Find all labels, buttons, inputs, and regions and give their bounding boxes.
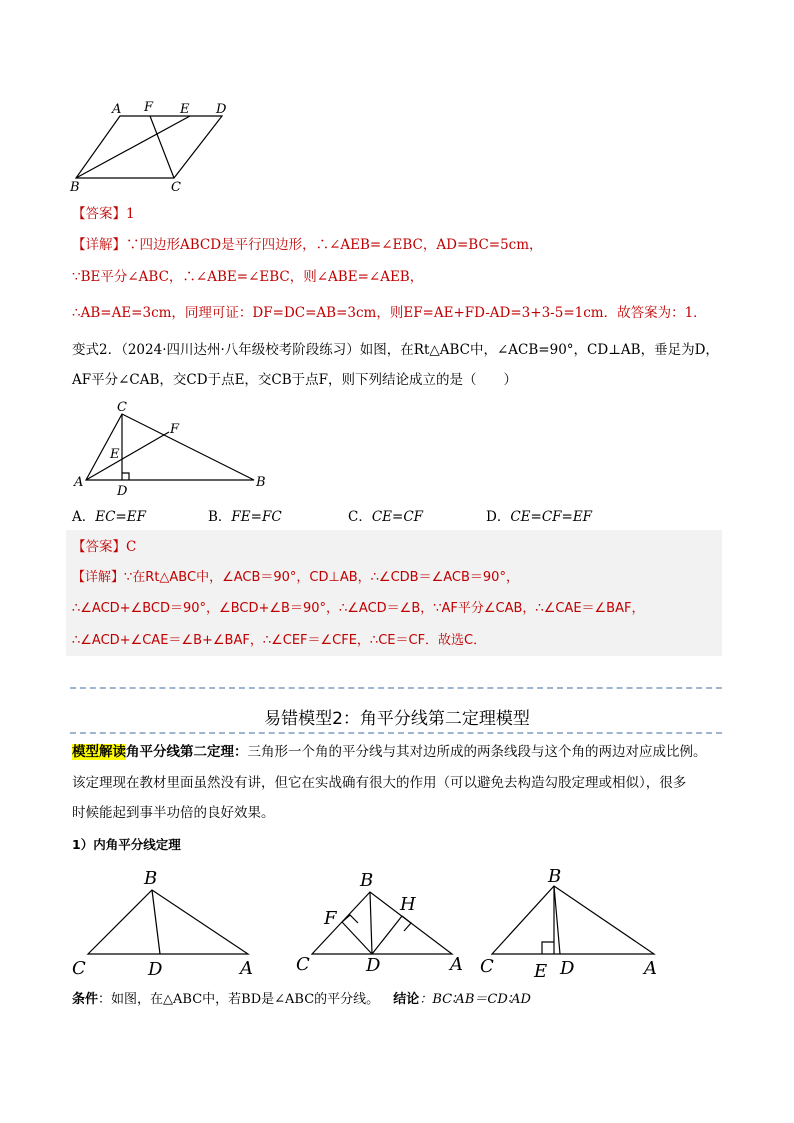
- middle-label-b: B: [360, 870, 374, 891]
- middle-label-c: C: [296, 954, 310, 975]
- answer-tag: 【答案】: [72, 539, 126, 555]
- label-c: C: [171, 180, 181, 194]
- answer-value: 1: [126, 206, 135, 222]
- label-d: D: [216, 102, 227, 117]
- middle-label-a: A: [450, 954, 463, 975]
- label-b: B: [256, 475, 266, 490]
- label-e: E: [180, 102, 190, 117]
- answer-tag: 【答案】: [72, 206, 126, 222]
- model-line-3: 时候能起到事半功倍的良好效果。: [72, 805, 275, 821]
- subheading: 1）内角平分线定理: [72, 837, 181, 852]
- variant-2-line-2: AF平分∠CAB，交CD于点E，交CB于点F，则下列结论成立的是（ ）: [72, 372, 518, 388]
- answer-2: [72, 537, 136, 557]
- right-triangle-figure: [66, 396, 276, 498]
- answer-value: C: [126, 539, 137, 555]
- right-label-e: E: [534, 961, 548, 982]
- conclusion-label: 结论: [393, 992, 420, 1007]
- label-d: D: [117, 484, 128, 498]
- detail-2-line-1: 【详解】∵在Rt△ABC中，∠ACB＝90°，CD⊥AB，∴∠CDB＝∠ACB＝90°，: [72, 570, 519, 585]
- detail-1-line-2: ∵BE平分∠ABC，∴∠ABE=∠EBC，则∠ABE=∠AEB，: [72, 269, 424, 285]
- right-label-a: A: [644, 958, 657, 979]
- label-f: F: [170, 422, 180, 437]
- label-b: B: [70, 180, 80, 194]
- label-e: E: [110, 447, 120, 462]
- detail-2-line-2: ∴∠ACD+∠BCD＝90°，∠BCD+∠B＝90°，∴∠ACD＝∠B，∵AF平分∠CAB，∴∠CAE＝∠BAF，: [72, 601, 645, 616]
- label-c: C: [117, 400, 127, 415]
- left-label-d: D: [148, 959, 163, 980]
- option-d: D．CE=CF=EF: [486, 509, 593, 525]
- option-c: C．CE=CF: [348, 509, 424, 525]
- label-a: A: [74, 475, 84, 490]
- right-label-b: B: [548, 866, 562, 887]
- label-f: F: [144, 100, 154, 115]
- detail-2-line-3: ∴∠ACD+∠CAE＝∠B+∠BAF，∴∠CEF＝∠CFE，∴CE＝CF．故选C．: [72, 633, 487, 648]
- middle-label-h: H: [400, 894, 416, 915]
- detail-1-line-1: 【详解】∵四边形ABCD是平行四边形，∴∠AEB=∠EBC，AD=BC=5cm，: [72, 237, 543, 253]
- model-line-1: 模型解读角平分线第二定理：三角形一个角的平分线与其对边所成的两条线段与这个角的两边对应成比例。: [72, 744, 707, 760]
- condition-line: 条件：如图，在△ABC中，若BD是∠ABC的平分线。 结论：BC∶AB＝CD∶AD: [72, 992, 531, 1007]
- label-a: A: [112, 102, 122, 117]
- middle-label-d: D: [366, 955, 381, 976]
- left-label-a: A: [240, 958, 253, 979]
- right-label-d: D: [560, 958, 575, 979]
- condition-label: 条件: [72, 992, 99, 1007]
- option-a: A．EC=EF: [72, 509, 146, 525]
- model-tag: 模型解读: [72, 744, 126, 760]
- section-divider-bottom: [70, 732, 722, 734]
- parallelogram-figure: [66, 98, 236, 194]
- left-label-c: C: [72, 958, 86, 979]
- model-line-2: 该定理现在教材里面虽然没有讲，但它在实战确有很大的作用（可以避免去构造勾股定理或相似），很多: [72, 775, 687, 791]
- right-label-c: C: [480, 956, 494, 977]
- detail-tag: 【详解】: [72, 237, 126, 253]
- section-divider-top: [70, 687, 722, 689]
- variant-2-line-1: 变式2．（2024·四川达州·八年级校考阶段练习）如图，在Rt△ABC中，∠ACB=90°，CD⊥AB，垂足为D，: [72, 342, 719, 358]
- left-label-b: B: [144, 868, 158, 889]
- detail-tag: 【详解】: [72, 570, 125, 585]
- middle-label-f: F: [324, 908, 337, 929]
- detail-1-line-3: ∴AB=AE=3cm，同理可证：DF=DC=AB=3cm，则EF=AE+FD-AD=3+3-5=1cm．故答案为：1．: [72, 305, 707, 321]
- section-title: 易错模型2：角平分线第二定理模型: [264, 709, 530, 729]
- angle-bisector-figures: [66, 858, 676, 986]
- option-b: B．FE=FC: [208, 509, 282, 525]
- answer-1: [72, 204, 135, 224]
